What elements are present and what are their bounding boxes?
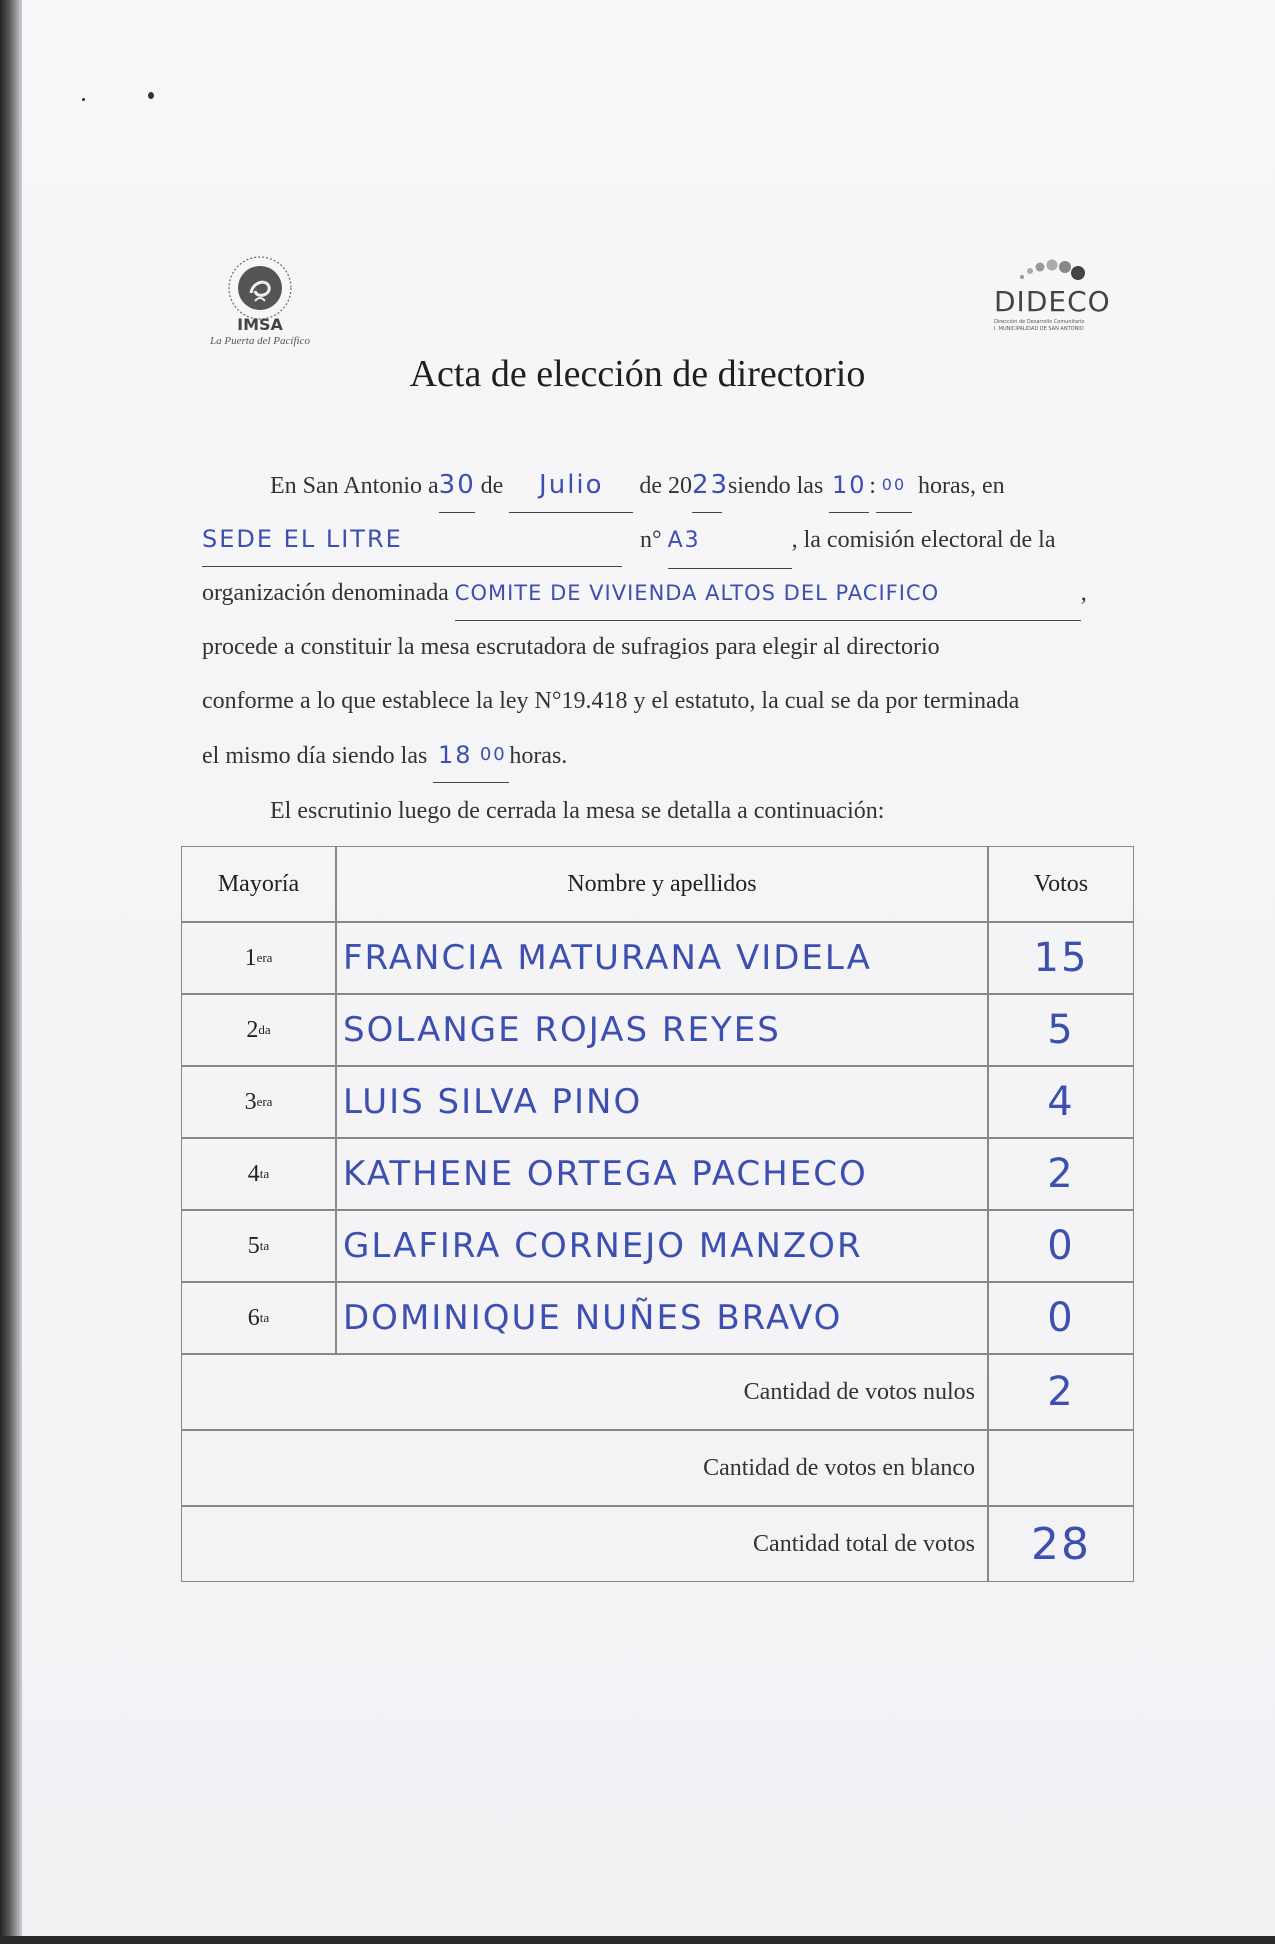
line-1 [270,458,1005,513]
row-name: DOMINIQUE NUÑES BRAVO [336,1282,988,1354]
dideco-sub1: Dirección de Desarrollo Comunitario [994,319,1085,325]
imsa-logo-text: IMSA [237,315,283,334]
row-rank: 4 ta [181,1138,336,1210]
text-de: de [480,473,504,499]
day-field: 30 [439,458,475,513]
dideco-sub2: I. MUNICIPALIDAD DE SAN ANTONIO [994,326,1084,332]
start-minute-field: 00 [876,458,912,513]
row-name: FRANCIA MATURANA VIDELA [336,922,988,994]
header-name: Nombre y apellidos [336,846,988,922]
dideco-logo [990,255,1120,345]
text-comma: , [1080,580,1087,606]
row-rank: 2 da [181,994,336,1066]
imsa-logo [205,235,325,355]
imsa-tagline: La Puerta del Pacífico [210,335,310,347]
line-2 [202,512,1056,569]
line-3 [202,566,1087,621]
text-en-san-antonio: En San Antonio a [270,473,439,499]
row-name: KATHENE ORTEGA PACHECO [336,1138,988,1210]
dideco-logo-text: DIDECO [994,285,1111,318]
end-hour-field: 18 [433,728,477,783]
row-rank: 6 ta [181,1282,336,1354]
row-votes: 0 [988,1210,1134,1282]
row-rank: 1 era [181,922,336,994]
total-label: Cantidad total de votos [181,1506,988,1582]
text-de-20: de 20 [639,473,692,499]
header-rank: Mayoría [181,846,336,922]
row-name: GLAFIRA CORNEJO MANZOR [336,1210,988,1282]
text-mismo-dia: el mismo día siendo las [202,743,428,769]
line-5: conforme a lo que establece la ley N°19.418 y el estatuto, la cual se da por terminada [202,688,1020,714]
start-hour-field: 10 [829,458,869,513]
place-field: SEDE EL LITRE [202,512,622,567]
results-table [181,846,1134,1582]
row-rank: 5 ta [181,1210,336,1282]
text-comision: , la comisión electoral de la [791,527,1056,553]
nulos-value: 2 [988,1354,1134,1430]
text-colon: : [869,473,876,499]
row-rank: 3 era [181,1066,336,1138]
blanco-value [988,1430,1134,1506]
line-escrutinio: El escrutinio luego de cerrada la mesa se detalla a continuación: [270,798,885,824]
row-votes: 4 [988,1066,1134,1138]
text-horas-en: horas, en [917,473,1005,499]
header-votes: Votos [988,846,1134,922]
row-votes: 15 [988,922,1134,994]
text-siendo-las: siendo las [727,473,824,499]
scan-speck [82,98,85,101]
text-org-label: organización denominada [202,580,449,606]
line-4: procede a constituir la mesa escrutadora de sufragios para elegir al directorio [202,634,940,660]
scan-edge-bottom [0,1936,1275,1944]
month-field: Julio [509,458,633,513]
blanco-label: Cantidad de votos en blanco [181,1430,988,1506]
imsa-seal-icon [227,255,293,321]
line-6 [202,728,567,783]
scan-edge-left [0,0,22,1944]
row-name: LUIS SILVA PINO [336,1066,988,1138]
text-horas: horas. [509,743,568,769]
nulos-label: Cantidad de votos nulos [181,1354,988,1430]
org-name-field: COMITE DE VIVIENDA ALTOS DEL PACIFICO [455,566,1081,621]
row-votes: 5 [988,994,1134,1066]
dideco-dots-icon [990,255,1120,289]
number-field: A3 [668,514,792,569]
row-votes: 2 [988,1138,1134,1210]
end-minute-field: 00 [477,728,509,783]
total-value: 28 [988,1506,1134,1582]
page-title: Acta de elección de directorio [409,353,866,395]
row-votes: 0 [988,1282,1134,1354]
scan-speck [148,92,154,99]
year-field: 23 [692,458,722,513]
row-name: SOLANGE ROJAS REYES [336,994,988,1066]
text-n-label: n° [640,527,662,553]
